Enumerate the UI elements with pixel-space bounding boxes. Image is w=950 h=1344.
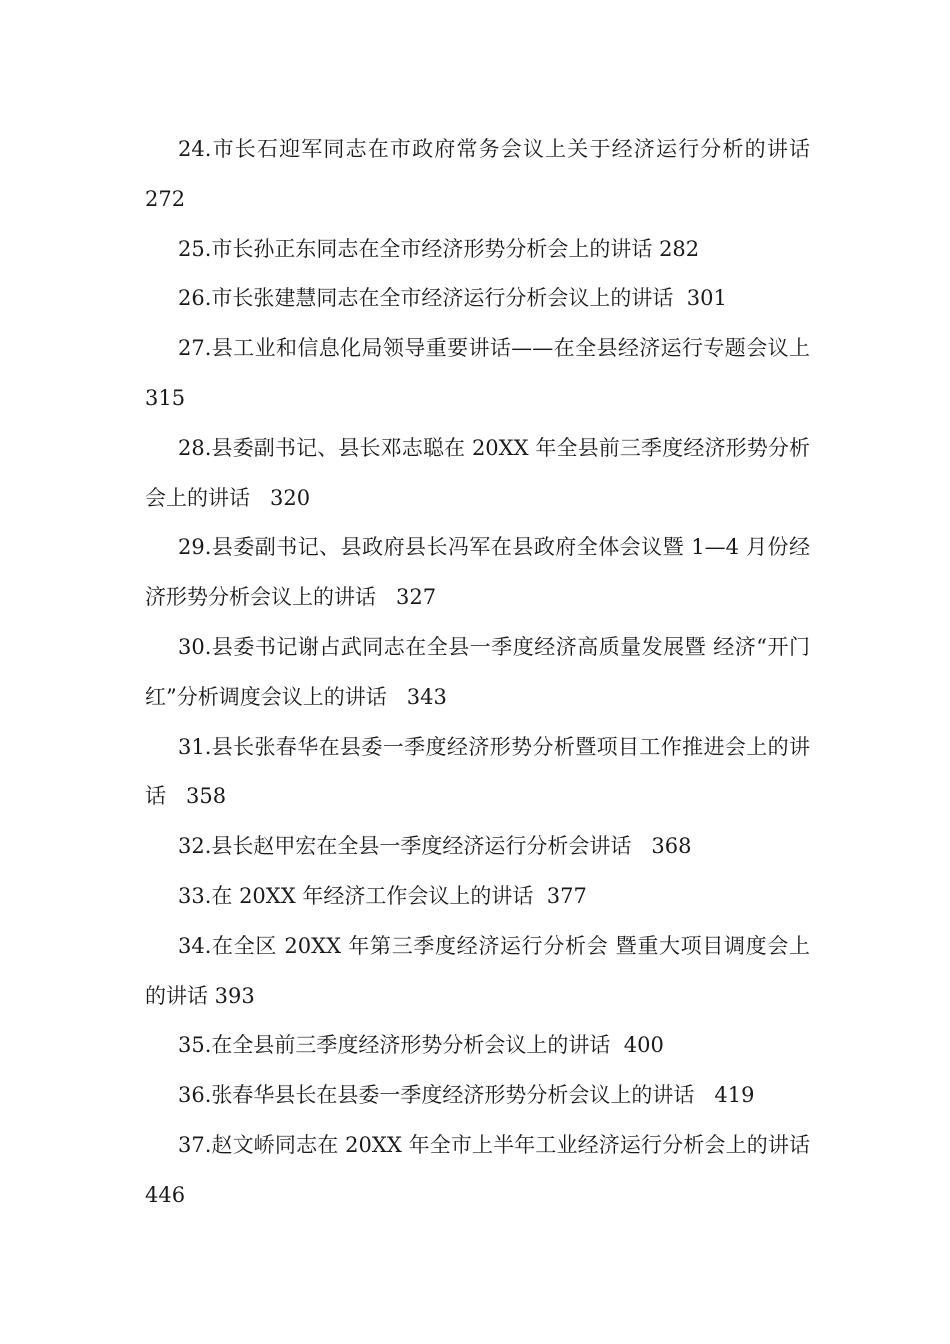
- toc-entry: 28.县委副书记、县长邓志聪在 20XX 年全县前三季度经济形势分析会上的讲话 320: [145, 435, 810, 510]
- table-of-contents: [145, 125, 824, 1221]
- toc-entry: 29.县委副书记、县政府县长冯军在县政府全体会议暨 1—4 月份经济形势分析会议上的讲话 327: [145, 535, 810, 610]
- toc-entry: 25.市长孙正东同志在全市经济形势分析会上的讲话 282: [178, 236, 700, 261]
- toc-entry: 26.市长张建慧同志在全市经济运行分析会议上的讲话 301: [178, 286, 727, 311]
- toc-entry: 30.县委书记谢占武同志在全县一季度经济高质量发展暨 经济“开门红”分析调度会议上的讲话 343: [145, 634, 810, 709]
- toc-entry: 31.县长张春华在县委一季度经济形势分析暨项目工作推进会上的讲话 358: [145, 734, 810, 809]
- toc-entry: 32.县长赵甲宏在全县一季度经济运行分析会讲话 368: [178, 834, 692, 859]
- toc-entry: 34.在全区 20XX 年第三季度经济运行分析会 暨重大项目调度会上的讲话 393: [145, 933, 810, 1008]
- toc-entry: 33.在 20XX 年经济工作会议上的讲话 377: [178, 883, 587, 908]
- toc-entry: 36.张春华县长在县委一季度经济形势分析会议上的讲话 419: [178, 1083, 755, 1108]
- toc-entry: 35.在全县前三季度经济形势分析会议上的讲话 400: [178, 1033, 664, 1058]
- toc-entry: 24.市长石迎军同志在市政府常务会议上关于经济运行分析的讲话 272: [145, 137, 817, 211]
- toc-entry: 37.赵文峤同志在 20XX 年全市上半年工业经济运行分析会上的讲话 446: [145, 1132, 817, 1207]
- toc-entry: 27.县工业和信息化局领导重要讲话——在全县经济运行专题会议上 315: [145, 336, 824, 410]
